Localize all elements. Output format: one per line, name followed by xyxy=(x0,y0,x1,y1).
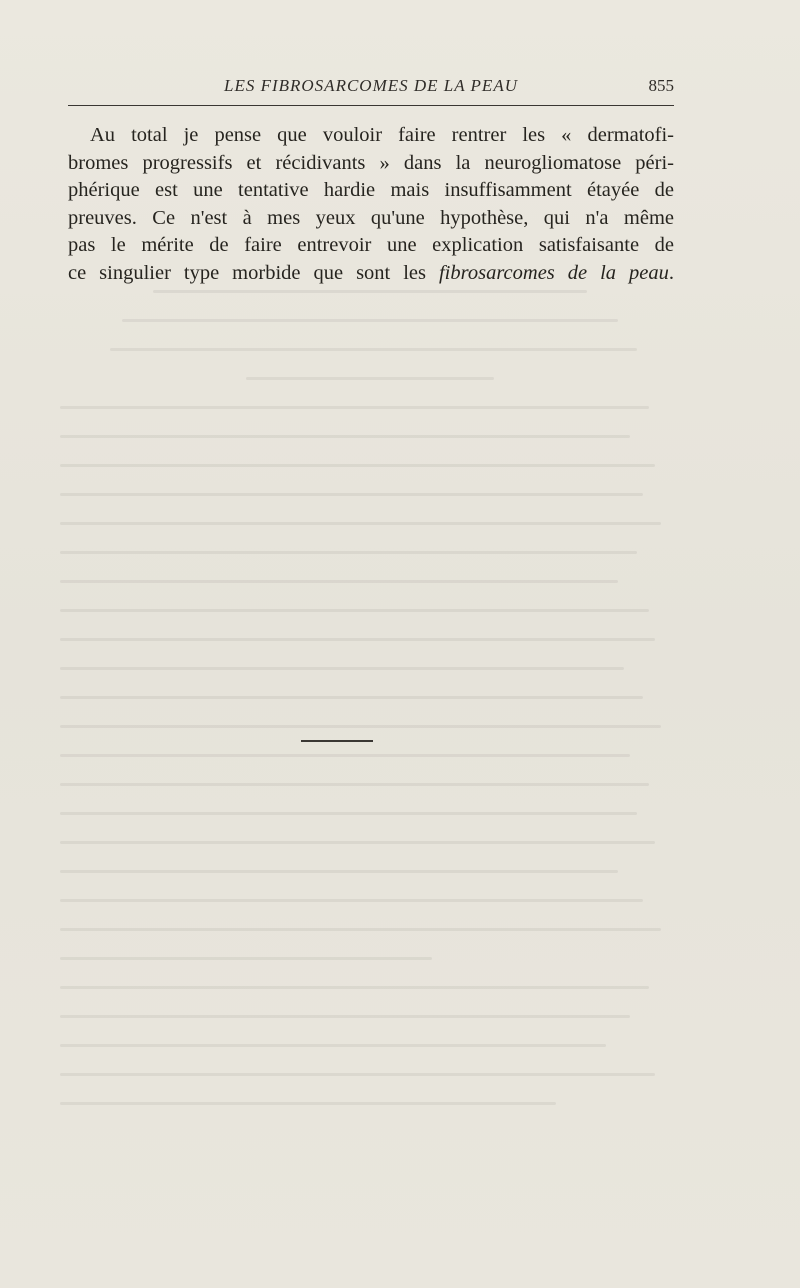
paragraph-line: preuves. Ce n'est à mes yeux qu'une hypothèse, qui n'a même xyxy=(68,206,674,229)
paragraph-last-line xyxy=(68,260,674,288)
paragraph-line: Au total je pense que vouloir faire rentrer les « dermatofi- xyxy=(90,124,674,146)
header-rule xyxy=(68,105,674,106)
section-end-rule xyxy=(301,740,373,742)
italic-term: fibrosarcomes de la peau xyxy=(438,261,669,284)
paragraph-line: phérique est une tentative hardie mais insuffisamment étayée de xyxy=(68,179,674,201)
running-title: LES FIBROSARCOMES DE LA PEAU xyxy=(224,76,518,95)
paragraph-line: pas le mérite de faire entrevoir une explication satisfaisante de xyxy=(68,234,674,256)
body-paragraph xyxy=(68,122,674,287)
last-line-period: . xyxy=(668,261,674,284)
paragraph-line: bromes progressifs et récidivants » dans la neurogliomatose péri- xyxy=(68,151,674,174)
page-number: 855 xyxy=(648,76,674,95)
running-head xyxy=(68,76,674,100)
last-line-text: ce singulier type morbide que sont les xyxy=(68,261,439,284)
